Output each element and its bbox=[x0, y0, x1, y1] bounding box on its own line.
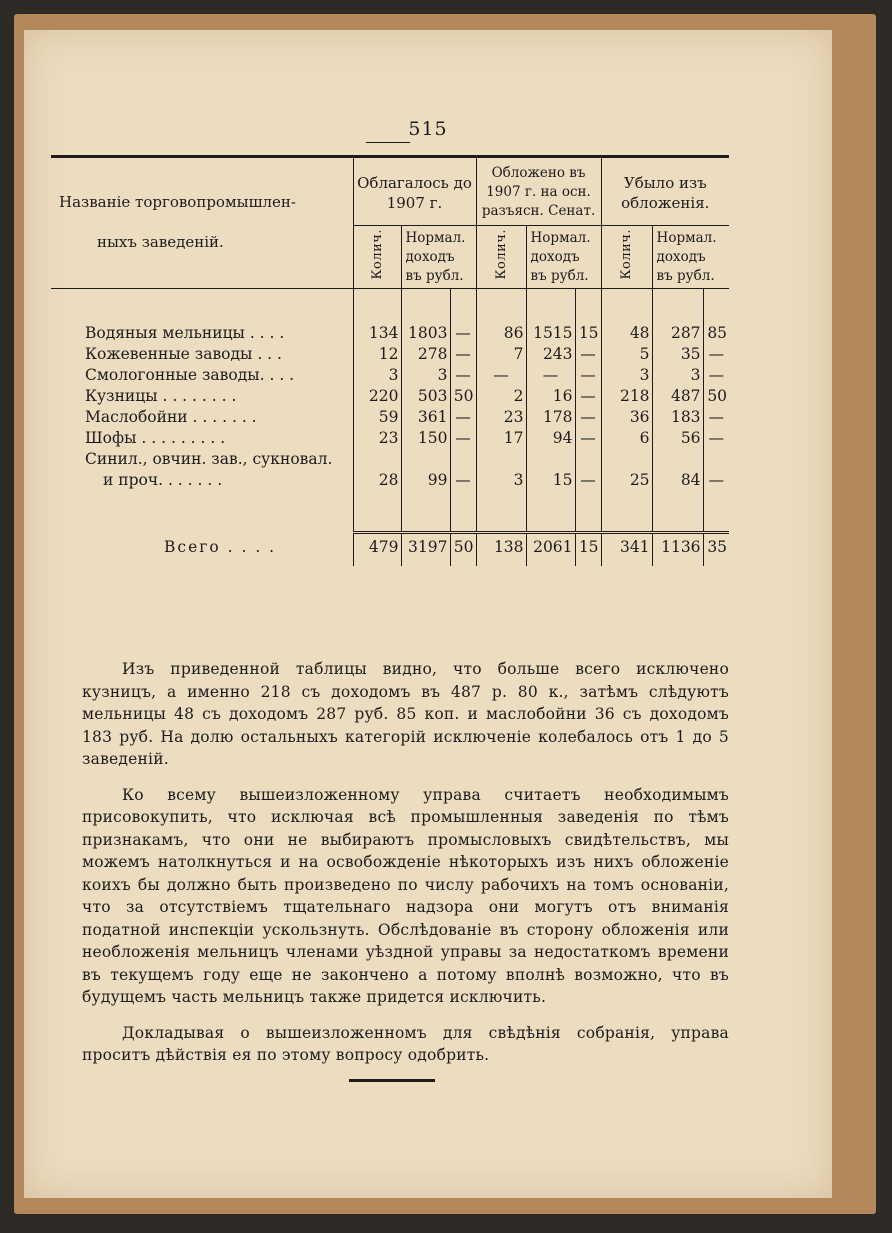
name-header-line1: Названіе торговопромышлен- bbox=[59, 193, 296, 211]
cell-b-rub bbox=[526, 449, 575, 470]
cell-b-rub: 178 bbox=[526, 407, 575, 428]
cell-b-qty bbox=[476, 449, 526, 470]
group-header-line: обложенія. bbox=[621, 193, 710, 212]
income-label-line: Нормал. bbox=[530, 229, 591, 246]
cell-b-qty: 7 bbox=[476, 344, 526, 365]
cell-a-kop: — bbox=[450, 323, 476, 344]
cell-c-kop: 35 bbox=[703, 533, 729, 559]
group-header-line: 1907 г. на осн. bbox=[486, 184, 591, 200]
table-row bbox=[51, 470, 729, 491]
total-label: Всего . . . . bbox=[164, 538, 277, 556]
name-header-line2: ныхъ заведеній. bbox=[97, 233, 224, 251]
group-header-removed bbox=[601, 157, 729, 226]
cell-c-qty bbox=[601, 558, 652, 566]
cell-b-kop bbox=[575, 491, 601, 533]
row-name-empty bbox=[51, 558, 353, 566]
paragraph-summary: Изъ приведенной таблицы видно, что больше всего исключено кузницъ, а именно 218 съ доходомъ въ 487 р. 80 к., затѣмъ слѣдуютъ мельницы 48 съ доходомъ 287 руб. 85 коп. и маслобойни 36 съ доходомъ 183 руб. На долю остальныхъ категорій исключеніе колебалось отъ 1 до 5 заведеній. bbox=[82, 660, 729, 768]
cell-b-qty: 138 bbox=[476, 533, 526, 559]
row-name: Маслобойни . . . . . . . bbox=[85, 408, 257, 426]
cell-c-kop bbox=[703, 558, 729, 566]
cell-c-qty: 25 bbox=[601, 470, 652, 491]
cell-a-qty bbox=[353, 491, 401, 533]
table-row bbox=[51, 323, 729, 344]
cell-a-qty: 3 bbox=[353, 365, 401, 386]
cell-c-rub: 1136 bbox=[652, 533, 703, 559]
cell-c-rub: 35 bbox=[652, 344, 703, 365]
cell-b-qty: 17 bbox=[476, 428, 526, 449]
qty-header bbox=[601, 226, 652, 289]
cell-a-rub: 503 bbox=[401, 386, 450, 407]
cell-b-kop bbox=[575, 558, 601, 566]
statistics-table bbox=[51, 155, 729, 566]
income-header bbox=[526, 226, 601, 289]
cell-a-kop: — bbox=[450, 344, 476, 365]
cell-b-qty bbox=[476, 558, 526, 566]
group-header-taxed-1907 bbox=[476, 157, 601, 226]
cell-a-qty: 134 bbox=[353, 323, 401, 344]
cell-c-kop bbox=[703, 491, 729, 533]
table-row bbox=[51, 449, 729, 470]
paragraph-request: Докладывая о вышеизложенномъ для свѣдѣнія собранія, управа проситъ дѣйствія ея по этому вопросу одобрить. bbox=[82, 1023, 729, 1064]
cell-c-rub bbox=[652, 449, 703, 470]
cell-a-rub: 150 bbox=[401, 428, 450, 449]
cell-b-kop: — bbox=[575, 428, 601, 449]
group-header-before-1907 bbox=[353, 157, 476, 226]
row-name: Кузницы . . . . . . . . bbox=[85, 387, 237, 405]
cell-a-rub: 361 bbox=[401, 407, 450, 428]
cell-b-kop: — bbox=[575, 386, 601, 407]
cell-b-rub: 15 bbox=[526, 470, 575, 491]
cell-c-qty: 218 bbox=[601, 386, 652, 407]
cell-a-qty: 28 bbox=[353, 470, 401, 491]
cell-b-kop: — bbox=[575, 407, 601, 428]
cell-b-rub bbox=[526, 558, 575, 566]
cell-a-rub: 3 bbox=[401, 365, 450, 386]
cell-a-kop bbox=[450, 558, 476, 566]
table-header-row bbox=[51, 157, 729, 226]
cell-c-kop: — bbox=[703, 428, 729, 449]
cell-a-kop: — bbox=[450, 470, 476, 491]
cell-c-rub: 287 bbox=[652, 323, 703, 344]
cell-c-kop: — bbox=[703, 344, 729, 365]
income-header bbox=[652, 226, 729, 289]
cell-c-rub: 84 bbox=[652, 470, 703, 491]
cell-c-rub: 56 bbox=[652, 428, 703, 449]
cell-a-rub bbox=[401, 449, 450, 470]
income-label-line: доходъ bbox=[656, 248, 706, 265]
table-row bbox=[51, 407, 729, 428]
cell-b-kop bbox=[575, 449, 601, 470]
cell-a-rub bbox=[401, 491, 450, 533]
income-label-line: доходъ bbox=[530, 248, 580, 265]
cell-c-qty: 3 bbox=[601, 365, 652, 386]
row-name: и проч. . . . . . . bbox=[103, 471, 223, 489]
cell-b-kop: 15 bbox=[575, 323, 601, 344]
income-header bbox=[401, 226, 476, 289]
body-text bbox=[82, 658, 729, 1067]
group-header-line: 1907 г. bbox=[386, 193, 443, 212]
table-row bbox=[51, 491, 729, 533]
cell-b-kop: — bbox=[575, 470, 601, 491]
group-header-line: Обложено въ bbox=[491, 165, 586, 181]
cell-c-qty: 5 bbox=[601, 344, 652, 365]
group-header-line: Убыло изъ bbox=[623, 173, 707, 192]
table-row bbox=[51, 558, 729, 566]
qty-label: Колич. bbox=[369, 228, 385, 280]
cell-b-qty bbox=[476, 491, 526, 533]
qty-label: Колич. bbox=[493, 228, 509, 280]
income-label-line: Нормал. bbox=[656, 229, 717, 246]
row-name: Смологонные заводы. . . . bbox=[85, 366, 295, 384]
table-row bbox=[51, 344, 729, 365]
cell-a-kop: 50 bbox=[450, 533, 476, 559]
row-name: Шофы . . . . . . . . . bbox=[85, 429, 226, 447]
cell-b-rub: 2061 bbox=[526, 533, 575, 559]
cell-b-rub: 94 bbox=[526, 428, 575, 449]
cell-c-qty: 6 bbox=[601, 428, 652, 449]
cell-c-kop: — bbox=[703, 407, 729, 428]
cell-b-kop: — bbox=[575, 344, 601, 365]
cell-c-qty: 48 bbox=[601, 323, 652, 344]
cell-a-qty: 59 bbox=[353, 407, 401, 428]
table-body bbox=[51, 289, 729, 567]
page-number: 515 bbox=[408, 118, 448, 140]
cell-c-qty: 341 bbox=[601, 533, 652, 559]
cell-b-qty: — bbox=[476, 365, 526, 386]
income-label-line: доходъ bbox=[405, 248, 455, 265]
cell-b-qty: 3 bbox=[476, 470, 526, 491]
cell-a-rub: 99 bbox=[401, 470, 450, 491]
row-name: Синил., овчин. зав., сукновал. bbox=[85, 450, 333, 468]
cell-a-qty: 23 bbox=[353, 428, 401, 449]
total-row bbox=[51, 533, 729, 559]
cell-c-rub: 3 bbox=[652, 365, 703, 386]
qty-header bbox=[476, 226, 526, 289]
cell-a-rub: 3197 bbox=[401, 533, 450, 559]
table-row bbox=[51, 365, 729, 386]
qty-label: Колич. bbox=[619, 228, 635, 280]
income-label-line: въ рубл. bbox=[405, 267, 464, 284]
cell-c-rub: 183 bbox=[652, 407, 703, 428]
cell-a-kop bbox=[450, 449, 476, 470]
cell-c-qty bbox=[601, 449, 652, 470]
cell-b-rub bbox=[526, 491, 575, 533]
end-rule bbox=[349, 1079, 435, 1082]
page-number-underline bbox=[366, 142, 410, 143]
cell-a-rub bbox=[401, 558, 450, 566]
cell-a-qty bbox=[353, 558, 401, 566]
cell-b-rub: 243 bbox=[526, 344, 575, 365]
cell-a-kop: — bbox=[450, 365, 476, 386]
income-label-line: Нормал. bbox=[405, 229, 466, 246]
cell-c-kop: 50 bbox=[703, 386, 729, 407]
row-name: Водяныя мельницы . . . . bbox=[85, 324, 285, 342]
cell-b-qty: 2 bbox=[476, 386, 526, 407]
cell-c-kop bbox=[703, 449, 729, 470]
cell-b-rub: 1515 bbox=[526, 323, 575, 344]
cell-c-kop: 85 bbox=[703, 323, 729, 344]
cell-a-kop: 50 bbox=[450, 386, 476, 407]
cell-c-qty bbox=[601, 491, 652, 533]
cell-a-qty: 220 bbox=[353, 386, 401, 407]
cell-c-qty: 36 bbox=[601, 407, 652, 428]
qty-header bbox=[353, 226, 401, 289]
row-name: Кожевенные заводы . . . bbox=[85, 345, 282, 363]
cell-b-rub: 16 bbox=[526, 386, 575, 407]
cell-a-kop bbox=[450, 491, 476, 533]
cell-b-kop: — bbox=[575, 365, 601, 386]
cell-a-rub: 278 bbox=[401, 344, 450, 365]
cell-c-kop: — bbox=[703, 365, 729, 386]
cell-c-kop: — bbox=[703, 470, 729, 491]
cell-a-qty: 479 bbox=[353, 533, 401, 559]
cell-c-rub bbox=[652, 491, 703, 533]
income-label-line: въ рубл. bbox=[656, 267, 715, 284]
row-name-empty bbox=[51, 491, 353, 533]
table-row bbox=[51, 428, 729, 449]
group-header-line: Облагалось до bbox=[357, 173, 472, 192]
cell-a-kop: — bbox=[450, 428, 476, 449]
name-column-header bbox=[51, 157, 353, 289]
cell-b-qty: 86 bbox=[476, 323, 526, 344]
cell-b-kop: 15 bbox=[575, 533, 601, 559]
table-row bbox=[51, 386, 729, 407]
cell-a-rub: 1803 bbox=[401, 323, 450, 344]
income-label-line: въ рубл. bbox=[530, 267, 589, 284]
group-header-line: разъясн. Сенат. bbox=[481, 203, 596, 219]
cell-a-qty: 12 bbox=[353, 344, 401, 365]
cell-b-rub: — bbox=[526, 365, 575, 386]
cell-a-qty bbox=[353, 449, 401, 470]
cell-c-rub bbox=[652, 558, 703, 566]
spacer-row bbox=[51, 289, 729, 324]
book-page bbox=[24, 30, 832, 1198]
paragraph-conclusion: Ко всему вышеизложенному управа считаетъ необходимымъ присовокупить, что исключая всѣ промышленныя заведенія по тѣмъ признакамъ, что они не выбираютъ промысловыхъ свидѣтельствъ, мы можемъ натолкнуться и на освобожденіе нѣкоторыхъ изъ нихъ обложеніе коихъ бы должно быть произведено по числу рабочихъ на томъ основаніи, что за отсутствіемъ тщательнаго надзора они могутъ отъ вниманія податной инспекціи ускользнуть. Обслѣдованіе въ сторону обложенія или необложенія мельницъ членами уѣздной управы за недостаткомъ времени въ текущемъ году еще не закончено а потому вполнѣ возможно, что въ будущемъ часть мельницъ также придется исключить. bbox=[82, 785, 729, 1006]
cell-a-kop: — bbox=[450, 407, 476, 428]
cell-c-rub: 487 bbox=[652, 386, 703, 407]
cell-b-qty: 23 bbox=[476, 407, 526, 428]
